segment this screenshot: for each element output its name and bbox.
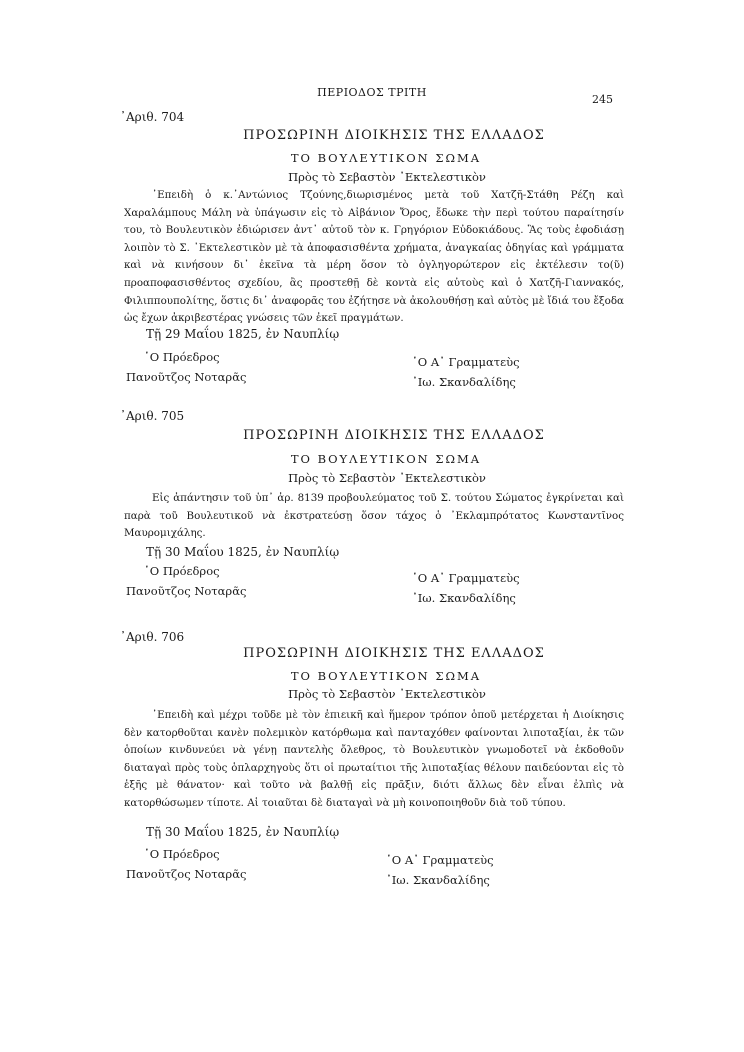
document-date: Τῇ 30 Μαΐου 1825, ἐν Ναυπλίῳ — [146, 825, 340, 839]
document-body: ᾽Επειδὴ καὶ μέχρι τοῦδε μὲ τὸν ἐπιεικῆ καὶ ἥμερον τρόπον ὁποῦ μετέρχεται ἡ Διοίκησις δὲν κατορθοῦται κανὲν πολεμικὸν κατόρθωμα καὶ πανταχόθεν φαίνονται λιποταξίαι, ἐκ τῶν ὁποίων κινδυνεύει νὰ γένῃ παντελὴς ὄλεθρος, τὸ Βουλευτικὸν γνωμοδοτεῖ νὰ ἐκδοθοῦν διαταγαὶ πρὸς τοὺς ὁπλαρχηγοὺς ὅτι οἱ πρωταίτιοι τῆς λιποταξίας θέλουν παιδεύονται εἰς τὸ ἑξῆς μὲ θάνατον· καὶ τοῦτο νὰ βαλθῇ εἰς πρᾶξιν, διότι ἄλλως δὲν εἶναι ἐλπὶς νὰ κατορθώσωμεν τίποτε. Αἱ τοιαῦται δὲ διαταγαὶ νὰ μὴ κοινοποιηθοῦν διὰ τοῦ τύπου. — [124, 709, 624, 809]
document-date: Τῇ 30 Μαΐου 1825, ἐν Ναυπλίῳ — [146, 545, 340, 559]
president-signature — [126, 844, 247, 884]
president-name: Πανοῦτζος Νοταρᾶς — [126, 370, 247, 384]
secretary-title: ῾Ο Α᾽ Γραμματεὺς — [386, 853, 494, 867]
document-addressee: Πρὸς τὸ Σεβαστὸν ᾽Εκτελεστικὸν — [288, 687, 486, 701]
president-name: Πανοῦτζος Νοταρᾶς — [126, 584, 247, 598]
document-date: Τῇ 29 Μαΐου 1825, ἐν Ναυπλίῳ — [146, 327, 340, 341]
president-title: ῾Ο Πρόεδρος — [144, 847, 220, 861]
secretary-signature — [412, 352, 520, 392]
document-number: ᾽Αριθ. 704 — [120, 110, 185, 124]
document-subtitle: ΤΟ ΒΟΥΛΕΥΤΙΚΟΝ ΣΩΜΑ — [290, 452, 482, 466]
document-title: ΠΡΟΣΩΡΙΝΗ ΔΙΟΙΚΗΣΙΣ ΤΗΣ ΕΛΛΑΔΟΣ — [243, 428, 545, 443]
president-title: ῾Ο Πρόεδρος — [144, 350, 220, 364]
document-subtitle: ΤΟ ΒΟΥΛΕΥΤΙΚΟΝ ΣΩΜΑ — [290, 151, 482, 165]
running-title: ΠΕΡΙΟΔΟΣ ΤΡΙΤΗ — [317, 86, 427, 99]
secretary-name: ᾽Ιω. Σκανδαλίδης — [412, 375, 516, 389]
document-number: ᾽Αριθ. 706 — [120, 630, 185, 644]
document-body: Εἰς ἀπάντησιν τοῦ ὑπ᾽ ἀρ. 8139 προβουλεύματος τοῦ Σ. τούτου Σώματος ἐγκρίνεται καὶ παρὰ τοῦ Βουλευτικοῦ νὰ ἐκστρατεύσῃ ὅσον τάχος ὁ ᾽Εκλαμπρότατος Κωνσταντῖνος Μαυρομιχάλης. — [124, 492, 624, 540]
president-signature — [126, 347, 247, 387]
secretary-name: ᾽Ιω. Σκανδαλίδης — [412, 591, 516, 605]
document-addressee: Πρὸς τὸ Σεβαστὸν ᾽Εκτελεστικὸν — [288, 471, 486, 485]
secretary-signature — [386, 850, 494, 890]
secretary-title: ῾Ο Α᾽ Γραμματεὺς — [412, 571, 520, 585]
secretary-signature — [412, 568, 520, 608]
secretary-name: ᾽Ιω. Σκανδαλίδης — [386, 873, 490, 887]
page-number: 245 — [592, 93, 613, 106]
secretary-title: ῾Ο Α᾽ Γραμματεὺς — [412, 355, 520, 369]
document-addressee: Πρὸς τὸ Σεβαστὸν ᾽Εκτελεστικὸν — [288, 170, 486, 184]
document-title: ΠΡΟΣΩΡΙΝΗ ΔΙΟΙΚΗΣΙΣ ΤΗΣ ΕΛΛΑΔΟΣ — [243, 646, 545, 661]
president-signature — [126, 561, 247, 601]
document-subtitle: ΤΟ ΒΟΥΛΕΥΤΙΚΟΝ ΣΩΜΑ — [290, 669, 482, 683]
president-title: ῾Ο Πρόεδρος — [144, 564, 220, 578]
document-title: ΠΡΟΣΩΡΙΝΗ ΔΙΟΙΚΗΣΙΣ ΤΗΣ ΕΛΛΑΔΟΣ — [243, 128, 545, 143]
document-body: ᾽Επειδὴ ὁ κ.᾽Αντώνιος Τζούνης,διωρισμένος μετὰ τοῦ Χατζῆ-Στάθη Ρέζη καὶ Χαραλάμπους Μάλη νὰ ὑπάγωσιν εἰς τὸ Αἰβάνιον Ὄρος, ἔδωκε τὴν περὶ τούτου παραίτησίν του, τὸ Βουλευτικὸν ἐδιώρισεν ἀντ᾽ αὐτοῦ τὸν κ. Γρηγόριον Εὐδοκιάδους. Ἂς τοὺς ἐφοδιάσῃ λοιπὸν τὸ Σ. ᾽Εκτελεστικὸν μὲ τὰ ἀποφασισθέντα χρήματα, ἀναγκαίας ὁδηγίας καὶ γράμματα καὶ νὰ κινήσουν δι᾽ ἐκεῖνα τὰ μέρη ὅσον τὸ ὀγληγορώτερον εἰς ἐκτέλεσιν το(ῦ) προαποφασισθέντος σχεδίου, ἂς προστεθῇ δὲ κοντὰ εἰς αὐτοὺς καὶ ὁ Χατζῆ-Γιαννακός, Φιλιππουπολίτης, ὅστις δι᾽ ἀναφορᾶς του ἐζήτησε νὰ ἀκολουθήσῃ καὶ αὐτὸς μὲ ἴδιά του ἔξοδα ὡς ἔχων ἀκριβεστέρας γνώσεις τῶν ἐκεῖ πραγμάτων. — [124, 189, 624, 325]
document-number: ᾽Αριθ. 705 — [120, 409, 185, 423]
president-name: Πανοῦτζος Νοταρᾶς — [126, 867, 247, 881]
